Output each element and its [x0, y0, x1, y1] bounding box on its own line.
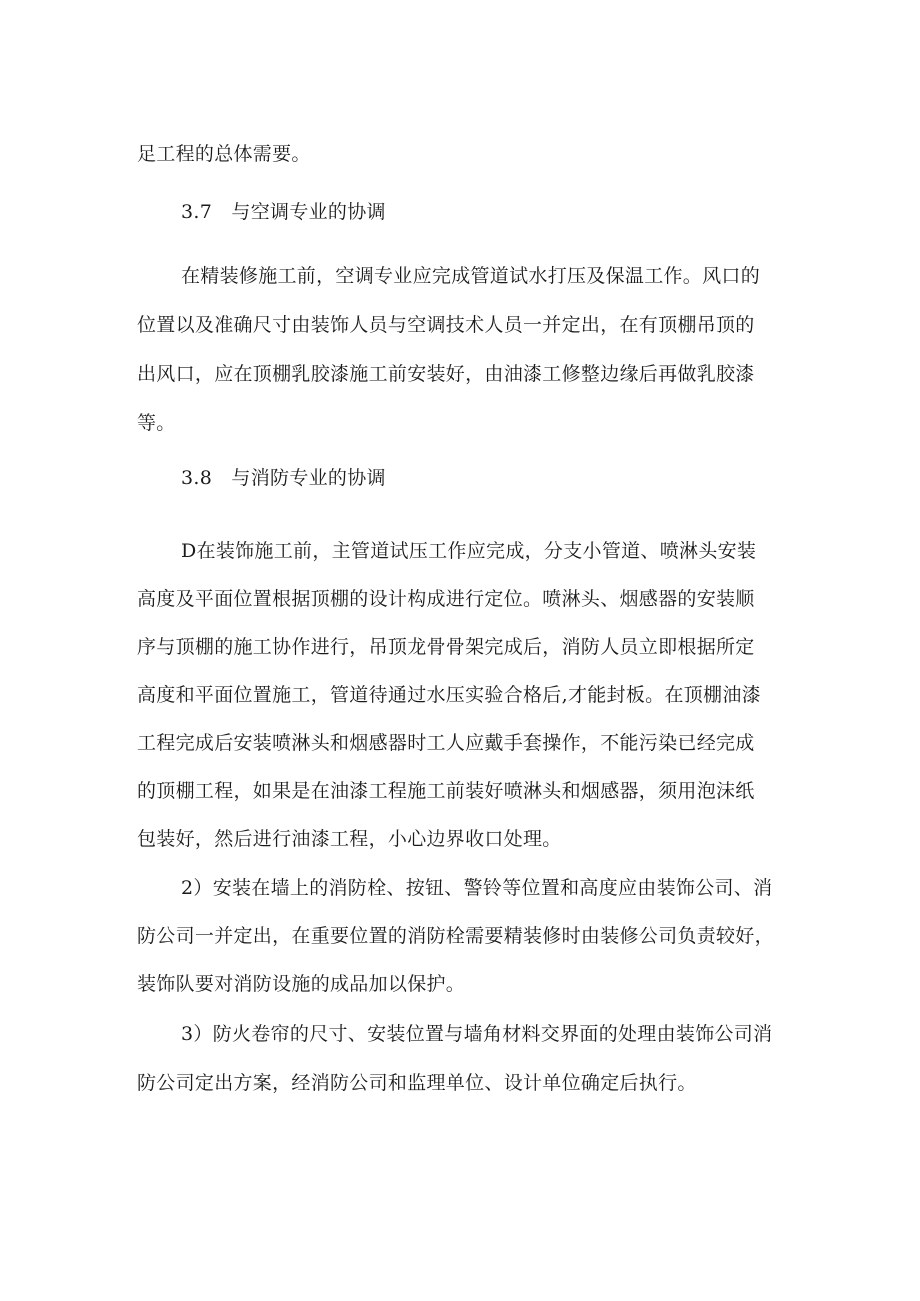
text-line: 工程完成后安装喷淋头和烟感器时工人应戴手套操作，不能污染已经完成: [137, 732, 755, 754]
text-line: 包装好，然后进行油漆工程，小心边界收口处理。: [137, 828, 562, 850]
text-line: 3）防火卷帘的尺寸、安装位置与墙角材料交界面的处理由装饰公司消: [181, 1023, 773, 1045]
text-line: 的顶棚工程，如果是在油漆工程施工前装好喷淋头和烟感器，须用泡沫纸: [137, 780, 755, 802]
text-line: 2）安装在墙上的消防栓、按钮、警铃等位置和高度应由装饰公司、消: [181, 877, 773, 899]
text-line: 高度和平面位置施工，管道待通过水压实验合格后,才能封板。在顶棚油漆: [137, 684, 761, 706]
text-line: 防公司定出方案，经消防公司和监理单位、设计单位确定后执行。: [137, 1072, 697, 1094]
text-line: 装饰队要对消防设施的成品加以保护。: [137, 973, 466, 995]
text-line: 序与顶棚的施工协作进行，吊顶龙骨骨架完成后，消防人员立即根据所定: [137, 636, 755, 658]
text-line: D在装饰施工前，主管道试压工作应完成，分支小管道、喷淋头安装: [181, 540, 757, 562]
text-line: 高度及平面位置根据顶棚的设计构成进行定位。喷淋头、烟感器的安装顺: [137, 588, 755, 610]
text-line: 足工程的总体需要。: [137, 143, 311, 165]
text-line: 等。: [137, 412, 176, 434]
text-line: 位置以及准确尺寸由装饰人员与空调技术人员一并定出，在有顶棚吊顶的: [137, 314, 755, 336]
text-line: 在精装修施工前，空调专业应完成管道试水打压及保温工作。风口的: [181, 265, 761, 287]
section-heading-3-8: 3.8 与消防专业的协调: [181, 467, 386, 489]
section-heading-3-7: 3.7 与空调专业的协调: [181, 201, 386, 223]
text-line: 出风口，应在顶棚乳胶漆施工前安装好，由油漆工修整边缘后再做乳胶漆: [137, 363, 755, 385]
text-line: 防公司一并定出，在重要位置的消防栓需要精装修时由装修公司负责较好，: [137, 925, 774, 947]
